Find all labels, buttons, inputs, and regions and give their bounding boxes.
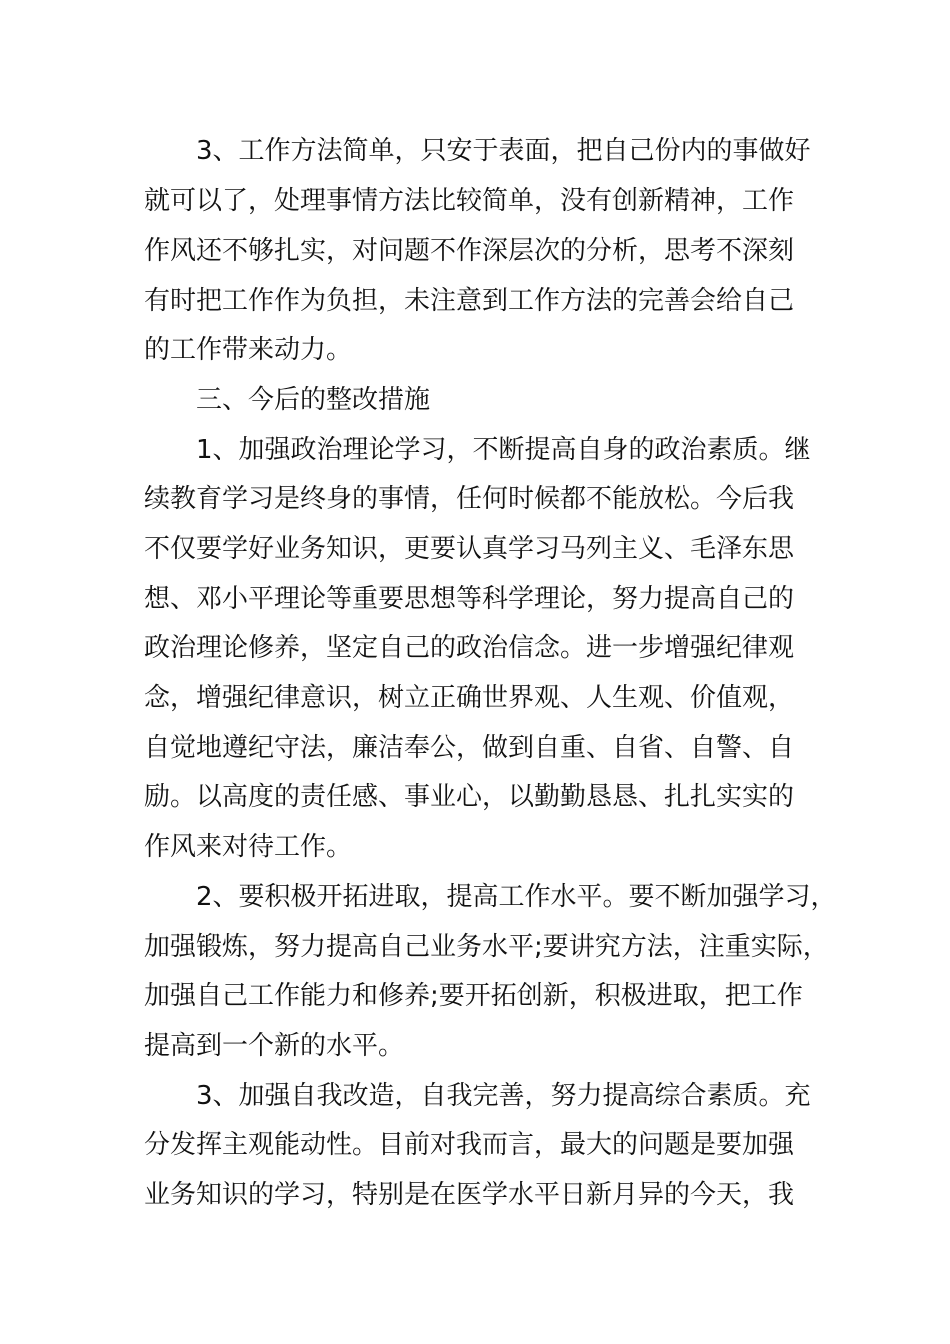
text-line: 有时把工作作为负担，未注意到工作方法的完善会给自己 (144, 286, 795, 316)
text-line: 作风来对待工作。 (144, 832, 353, 862)
text-line: 3、加强自我改造，自我完善，努力提高综合素质。充 (196, 1081, 811, 1111)
section-heading: 三、今后的整改措施 (196, 385, 431, 415)
text-line: 就可以了，处理事情方法比较简单，没有创新精神，工作 (144, 186, 795, 216)
text-line: 1、加强政治理论学习，不断提高自身的政治素质。继 (196, 435, 811, 465)
text-line: 2、要积极开拓进取，提高工作水平。要不断加强学习， (196, 882, 837, 912)
text-line: 作风还不够扎实，对问题不作深层次的分析，思考不深刻 (144, 236, 795, 266)
text-line: 自觉地遵纪守法，廉洁奉公，做到自重、自省、自警、自 (144, 733, 795, 763)
text-line: 励。以高度的责任感、事业心，以勤勤恳恳、扎扎实实的 (144, 782, 795, 812)
text-line: 加强锻炼，努力提高自己业务水平;要讲究方法，注重实际， (144, 932, 829, 962)
text-line: 加强自己工作能力和修养;要开拓创新，积极进取，把工作 (144, 981, 803, 1011)
text-line: 想、邓小平理论等重要思想等科学理论，努力提高自己的 (144, 584, 795, 614)
text-line: 3、工作方法简单，只安于表面，把自己份内的事做好 (196, 136, 811, 166)
text-line: 提高到一个新的水平。 (144, 1031, 405, 1061)
text-line: 念，增强纪律意识，树立正确世界观、人生观、价值观， (144, 683, 795, 713)
text-line: 的工作带来动力。 (144, 335, 353, 365)
text-line: 分发挥主观能动性。目前对我而言，最大的问题是要加强 (144, 1130, 795, 1160)
text-line: 政治理论修养，坚定自己的政治信念。进一步增强纪律观 (144, 633, 795, 663)
text-line: 业务知识的学习，特别是在医学水平日新月异的今天，我 (144, 1180, 795, 1210)
text-line: 不仅要学好业务知识，更要认真学习马列主义、毛泽东思 (144, 534, 795, 564)
text-line: 续教育学习是终身的事情，任何时候都不能放松。今后我 (144, 484, 795, 514)
